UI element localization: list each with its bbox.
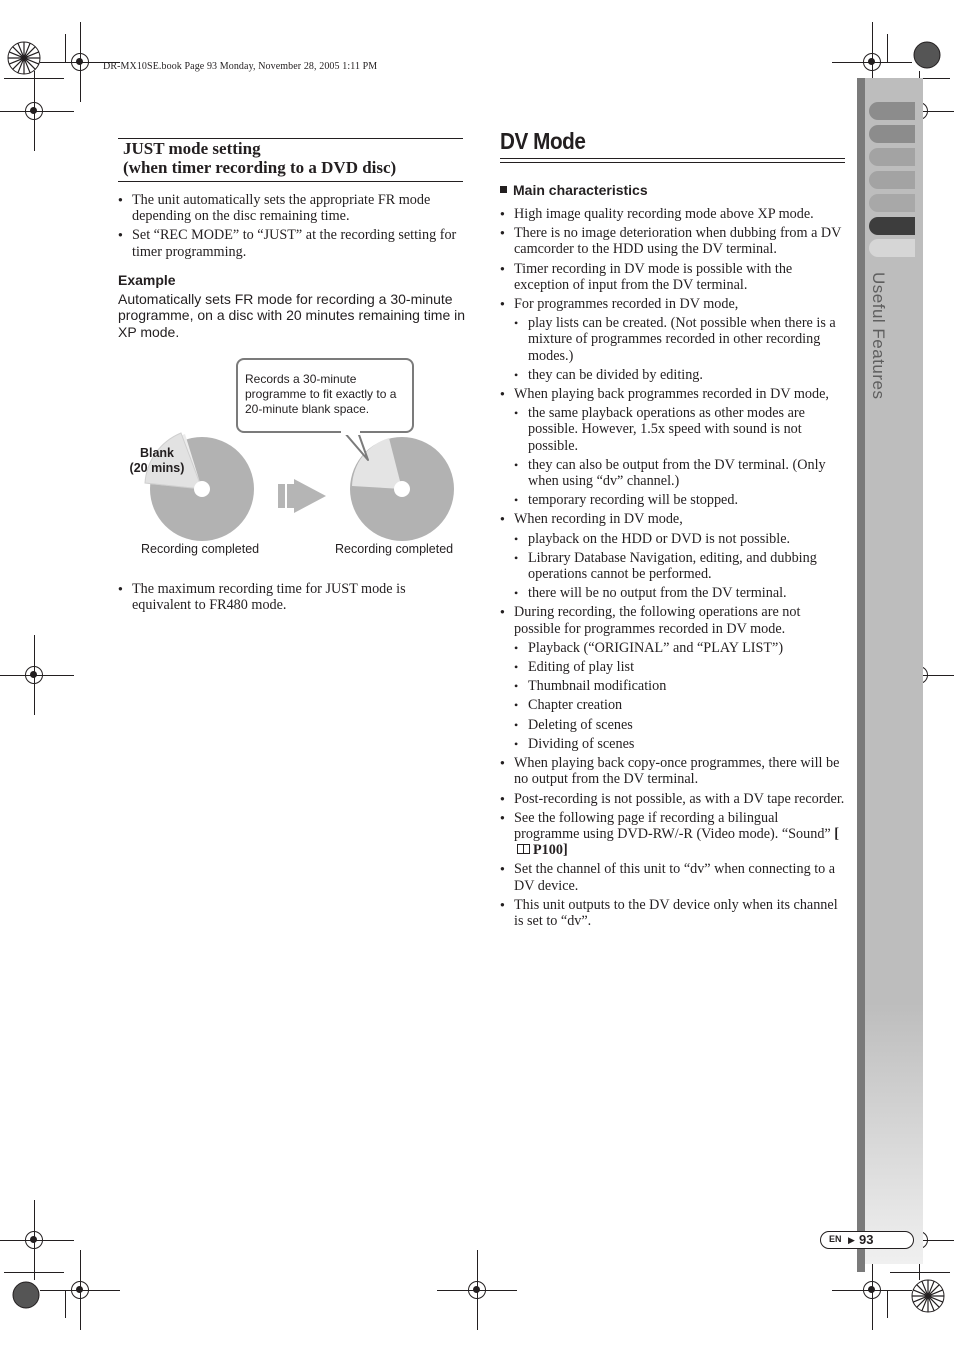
list-item: ● This unit outputs to the DV device only when its channel is set to “dv”. <box>500 897 845 929</box>
section-tab <box>869 148 915 166</box>
main-characteristics-heading: Main characteristics <box>500 182 648 198</box>
list-item: • the same playback operations as other modes are possible. However, 1.5x speed with sound is not possible. <box>500 405 845 454</box>
list-item: ● For programmes recorded in DV mode, <box>500 296 845 312</box>
dv-characteristics-list <box>500 206 845 932</box>
color-bar-rosette-icon <box>910 1278 946 1314</box>
list-item: • Library Database Navigation, editing, and dubbing operations cannot be performed. <box>500 550 845 582</box>
blank-label: Blank (20 mins) <box>129 446 185 475</box>
page-reference[interactable]: [P100] <box>514 826 839 858</box>
list-item: ● The maximum recording time for JUST mode is equivalent to FR480 mode. <box>118 581 438 613</box>
page-number: 93 <box>859 1232 874 1247</box>
list-item: • Dividing of scenes <box>500 736 845 752</box>
left-disc-caption: Recording completed <box>141 542 260 556</box>
page-title: DV Mode <box>500 128 586 154</box>
page-number-badge <box>820 1231 914 1249</box>
just-mode-note <box>118 581 438 613</box>
list-item: • temporary recording will be stopped. <box>500 492 845 508</box>
list-item: • Deleting of scenes <box>500 717 845 733</box>
arrow-right-icon <box>278 479 326 513</box>
list-item: • they can be divided by editing. <box>500 367 845 383</box>
color-bar-rosette-icon <box>6 40 42 76</box>
play-triangle-icon: ▶ <box>848 1235 855 1245</box>
just-mode-heading: JUST mode setting (when timer recording to a DVD disc) <box>123 139 397 177</box>
section-tab <box>869 171 915 189</box>
list-item: • Chapter creation <box>500 697 845 713</box>
section-tab <box>869 125 915 143</box>
list-item: ● When playing back copy-once programmes, there will be no output from the DV terminal. <box>500 755 845 787</box>
list-item: ● High image quality recording mode above XP mode. <box>500 206 845 222</box>
list-item: ● Post-recording is not possible, as with a DV tape recorder. <box>500 791 845 807</box>
list-item: ● Set the channel of this unit to “dv” when connecting to a DV device. <box>500 861 845 893</box>
section-tab <box>869 194 915 212</box>
square-bullet-icon <box>500 186 507 193</box>
section-label: Useful Features <box>869 272 888 400</box>
book-icon <box>517 844 530 854</box>
right-disc-caption: Recording completed <box>335 542 454 556</box>
just-mode-bullets <box>118 192 463 260</box>
gray-dot-rosette-icon <box>11 1280 41 1310</box>
list-item: ● During recording, the following operations are not possible for programmes recorded in DV mode. <box>500 604 845 636</box>
example-text: Automatically sets FR mode for recording a 30-minute programme, on a disc with 20 minutes remaining time in XP mode. <box>118 291 466 340</box>
list-item: ● When playing back programmes recorded in DV mode, <box>500 386 845 402</box>
gray-dot-rosette-icon <box>912 40 942 70</box>
print-file-info: DR-MX10SE.book Page 93 Monday, November 28, 2005 1:11 PM <box>103 61 378 72</box>
section-tab <box>869 239 915 257</box>
list-item: • playback on the HDD or DVD is not possible. <box>500 531 845 547</box>
list-item: • Thumbnail modification <box>500 678 845 694</box>
list-item: • they can also be output from the DV terminal. (Only when using “dv” channel.) <box>500 457 845 489</box>
list-item: ● When recording in DV mode, <box>500 511 845 527</box>
section-tab <box>869 102 915 120</box>
section-tab <box>869 217 915 235</box>
list-item: • Editing of play list <box>500 659 845 675</box>
list-item: • there will be no output from the DV terminal. <box>500 585 845 601</box>
list-item: ● The unit automatically sets the appropriate FR mode depending on the disc remaining time. <box>118 192 463 224</box>
list-item: ● There is no image deterioration when dubbing from a DV camcorder to the HDD using the DV terminal. <box>500 225 845 257</box>
list-item: • play lists can be created. (Not possible when there is a mixture of programmes recorded in other recording modes.) <box>500 315 845 364</box>
list-item: ● Set “REC MODE” to “JUST” at the recording setting for timer programming. <box>118 227 463 259</box>
list-item: • Playback (“ORIGINAL” and “PLAY LIST”) <box>500 640 845 656</box>
section-bottom-rule <box>118 181 463 182</box>
title-rule <box>500 158 845 159</box>
list-item: ● Timer recording in DV mode is possible with the exception of input from the DV terminal. <box>500 261 845 293</box>
language-code: EN <box>829 1234 842 1244</box>
example-heading: Example <box>118 272 176 288</box>
list-item: ● See the following page if recording a bilingual programme using DVD-RW/-R (Video mode). “Sound” [P100] <box>500 810 845 859</box>
callout-bubble: Records a 30-minute programme to fit exactly to a 20-minute blank space. <box>236 358 414 433</box>
title-rule <box>500 162 845 163</box>
